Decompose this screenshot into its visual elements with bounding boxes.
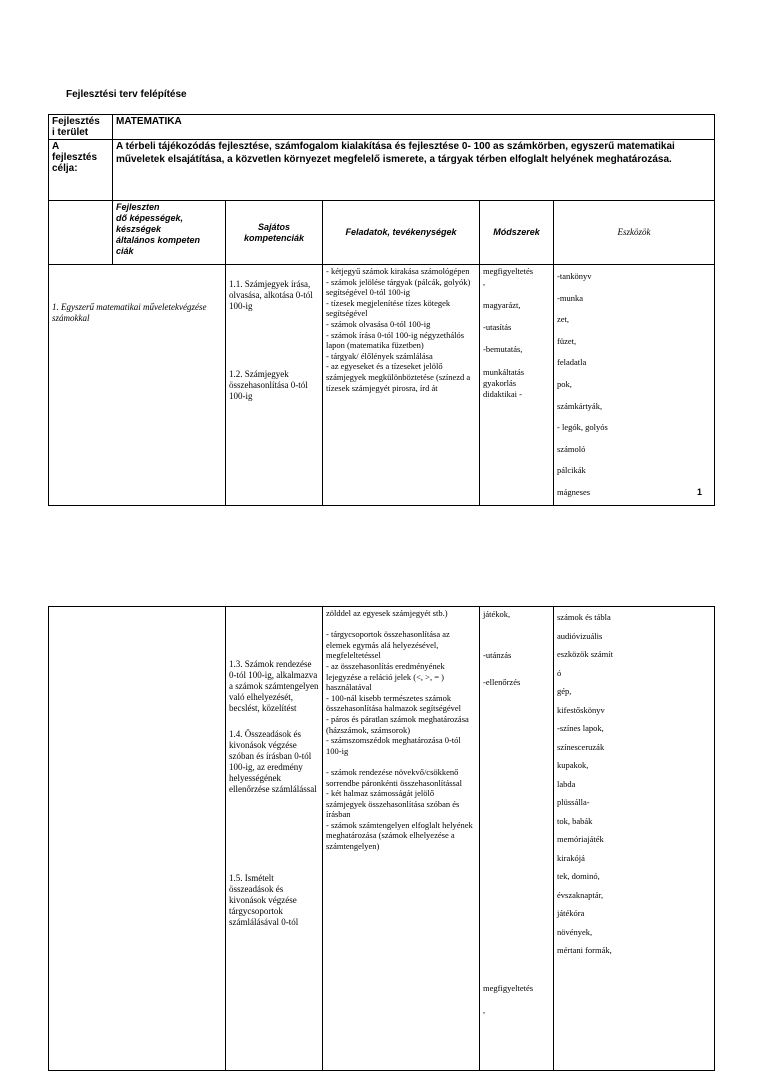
table-row-content-continued (49, 607, 715, 1071)
row-label-area: Fejlesztés i terület (49, 115, 113, 140)
row-label-goal: A fejlesztés célja: (49, 140, 113, 201)
competency-1-3: 1.3. Számok rendezése 0-tól 100-ig, alkalmazva a számok számtengelyen való elhelyezését, becslést, közelítést (229, 659, 319, 713)
header-methods: Módszerek (480, 201, 554, 265)
header-skills: Fejleszten dő képességek, készségek általános kompeten ciák (113, 201, 226, 265)
area-value: MATEMATIKA (113, 115, 715, 140)
document-title: Fejlesztési terv felépítése (66, 89, 187, 100)
table-row-content (49, 265, 715, 506)
methods-cell: megfigyeltetés , magyarázt, -utasítás -bemutatás, munkáltatás gyakorlás didaktikai - (480, 265, 554, 506)
competency-1-1: 1.1. Számjegyek írása, olvasása, alkotása 0-tól 100-ig (229, 279, 313, 311)
table-row-area (49, 115, 715, 140)
development-plan-table-page-2 (48, 606, 715, 1071)
tools-cell-continued: számok és tábla audióvizuális eszközök számít ó gép, kifestőskönyv -színes lapok, színesceruzák kupakok, labda plüssálla- tok, babák memóriajáték kirakójá tek, dominó, évszaknaptár, játékóra növények, mértani formák, (554, 607, 715, 1071)
header-tools: Eszközök (554, 201, 715, 265)
empty-skill-cell (49, 607, 226, 1071)
development-plan-table-page-1 (48, 114, 715, 506)
table-row-goal (49, 140, 715, 201)
header-empty-cell (49, 201, 113, 265)
tasks-cell-continued: zölddel az egyesek számjegyét stb.) - tárgycsoportok összehasonlítása az elemek egymás alá helyezésével, megfeleltetéssel - az összehasonlítás eredményének lejegyzése a reláció jelek (<, >, = ) használatával - 100-nál kisebb természetes számok összehasonlítása halmazok segítségével - páros és páratlan számok meghatározása (házszámok, számsorok) - számszomszédok meghatározása 0-tól 100-ig - számok rendezése növekvő/csökkenő sorrendbe páronkénti összehasonlítással - két halmaz számosságát jelölő számjegyek összehasonlítása szóban és írásban - számok számtengelyen elfoglalt helyének meghatározása (számok elhelyezése a számtengelyen) (323, 607, 480, 1071)
table-header-row (49, 201, 715, 265)
goal-value: A térbeli tájékozódás fejlesztése, számfogalom kialakítása és fejlesztése 0- 100 as számkörben, egyszerű matematikai műveletek elsajátítása, a közvetlen környezet megfelelő ismerete, a tárgyak térben elfoglalt helyének meghatározása. (113, 140, 715, 201)
header-competencies: Sajátos kompetenciák (226, 201, 323, 265)
skill-cell: 1. Egyszerű matematikai műveletekvégzése számokkal (49, 265, 226, 506)
tools-cell: -tankönyv -munka zet, füzet, feladatla pok, számkártyák, - legók, golyós számoló pálcikák mágneses (554, 265, 715, 506)
competency-1-5: 1.5. Ismételt összeadások és kivonások végzése tárgycsoportok számlálásával 0-tól (229, 873, 299, 927)
competency-1-4: 1.4. Összeadások és kivonások végzése szóban és írásban 0-tól 100-ig, az eredmény helyességének ellenőrzése számlálással (229, 729, 317, 794)
page-number: 1 (697, 487, 703, 497)
methods-list-1: játékok, -utánzás -ellenőrzés (483, 609, 521, 687)
tasks-cell: - kétjegyű számok kirakása számológépen - számok jelölése tárgyak (pálcák, golyók) segítségével 0-tól 100-ig - tízesek megjelenítése tízes kötegek segítségével - számok olvasása 0-tól 100-ig - számok írása 0-tól 100-ig négyzethálós lapon (matematika füzetben) - tárgyak/ élőlények számlálása - az egyeseket és a tízeseket jelölő számjegyek megkülönböztetése (színezd a tízesek számjegyét pirosra, írd át (323, 265, 480, 506)
competency-cell (226, 265, 323, 506)
header-tasks: Feladatok, tevékenységek (323, 201, 480, 265)
methods-cell-continued (480, 607, 554, 1071)
competency-1-2: 1.2. Számjegyek összehasonlítása 0-tól 100-ig (229, 369, 308, 401)
competency-cell-continued (226, 607, 323, 1071)
methods-list-2: megfigyeltetés , (483, 983, 534, 1015)
